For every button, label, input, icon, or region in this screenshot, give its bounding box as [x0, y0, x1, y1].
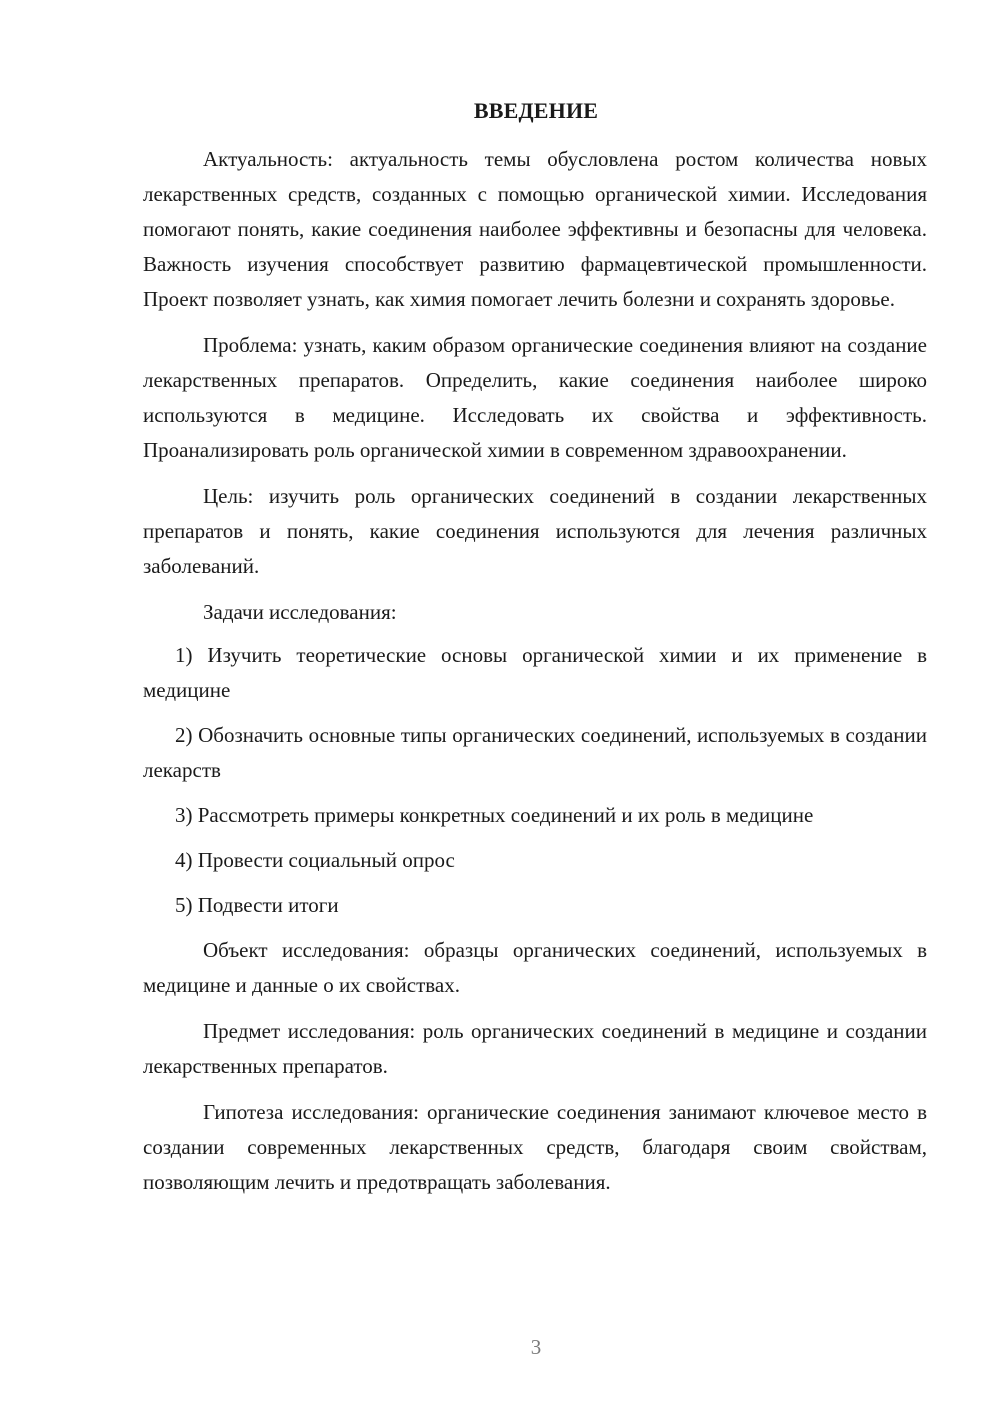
problem-paragraph: Проблема: узнать, каким образом органические соединения влияют на создание лекарственных препаратов. Определить, какие соединения наиболее широко используются в медицине. Исследовать их свойства и эффективность. Проанализировать роль органической химии в современном здравоохранении. — [143, 333, 927, 462]
page-heading: ВВЕДЕНИЕ — [473, 98, 599, 123]
task-item-5: 5) Подвести итоги — [175, 893, 339, 917]
task-item-4: 4) Провести социальный опрос — [175, 848, 455, 872]
task-item-1: 1) Изучить теоретические основы органической химии и их применение в медицине — [143, 643, 927, 702]
page-number: 3 — [530, 1335, 542, 1359]
document-body — [143, 142, 927, 1211]
relevance-paragraph: Актуальность: актуальность темы обусловлена ростом количества новых лекарственных средств, созданных с помощью органической химии. Исследования помогают понять, какие соединения наиболее эффективны и безопасны для человека. Важность изучения способствует развитию фармацевтической промышленности. Проект позволяет узнать, как химия помогает лечить болезни и сохранять здоровье. — [143, 147, 927, 311]
tasks-heading: Задачи исследования: — [203, 600, 397, 624]
subject-paragraph: Предмет исследования: роль органических соединений в медицине и создании лекарственных препаратов. — [143, 1019, 927, 1078]
goal-paragraph: Цель: изучить роль органических соединений в создании лекарственных препаратов и понять, какие соединения используются для лечения различных заболеваний. — [143, 484, 927, 578]
task-item-3: 3) Рассмотреть примеры конкретных соединений и их роль в медицине — [175, 803, 814, 827]
object-paragraph: Объект исследования: образцы органических соединений, используемых в медицине и данные о их свойствах. — [143, 938, 927, 997]
task-item-2: 2) Обозначить основные типы органических соединений, используемых в создании лекарств — [143, 723, 927, 782]
hypothesis-paragraph: Гипотеза исследования: органические соединения занимают ключевое место в создании современных лекарственных средств, благодаря своим свойствам, позволяющим лечить и предотвращать заболевания. — [143, 1100, 927, 1194]
